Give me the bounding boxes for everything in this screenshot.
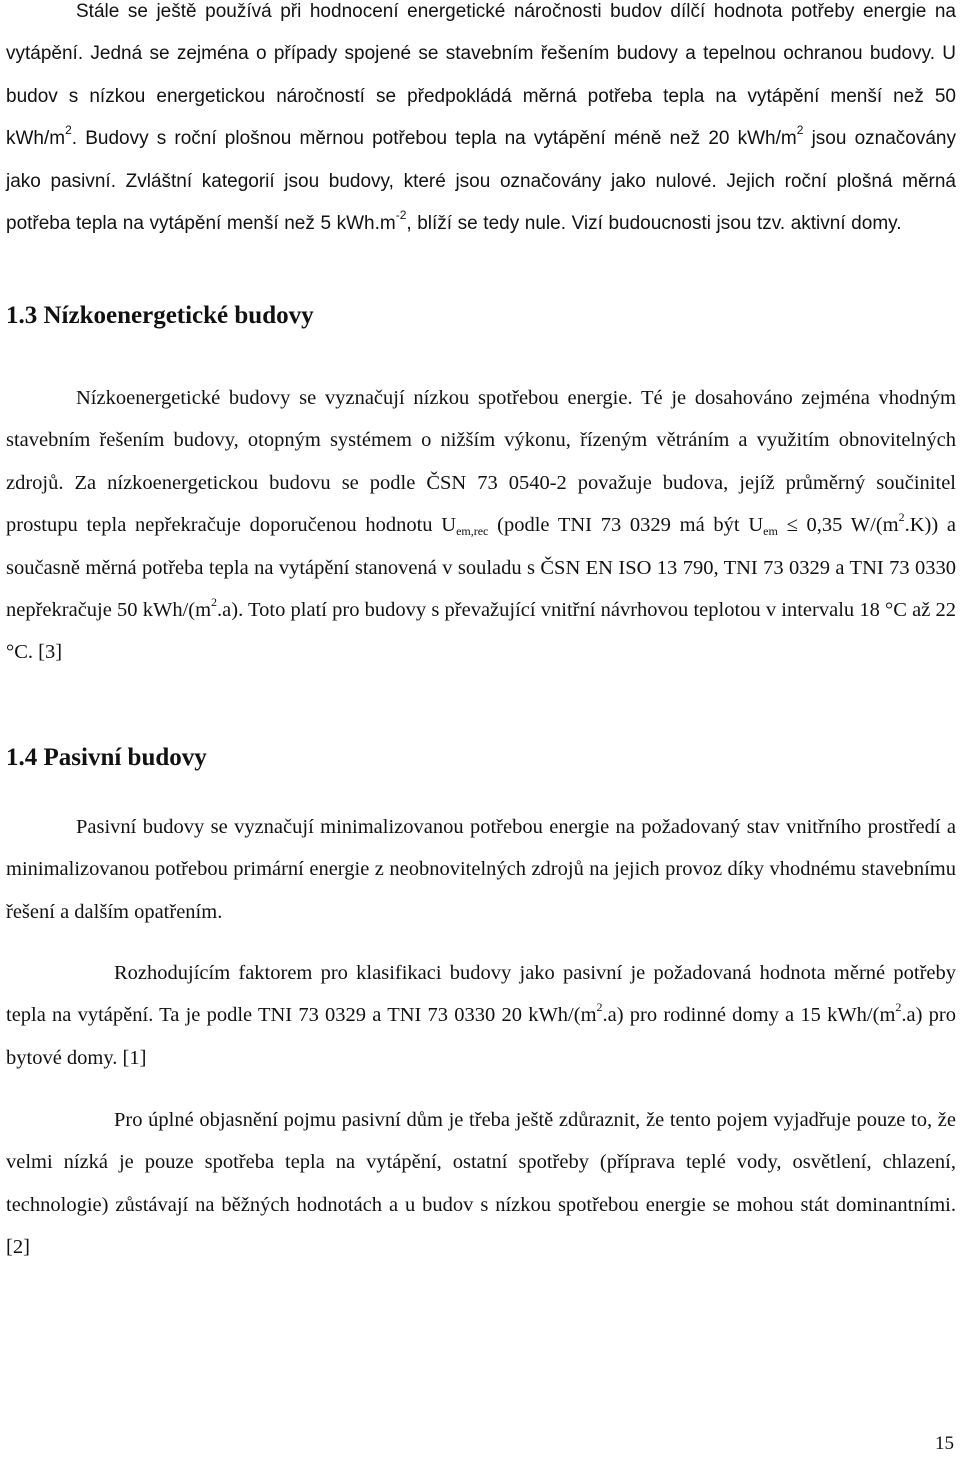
superscript: 2 — [796, 123, 804, 138]
superscript: 2 — [65, 123, 72, 138]
text-run — [778, 514, 787, 536]
text-run: Nízkoenergetické budovy se vyznačují nízkou spotřebou energie. Té je dosahováno zejména vhodným stavebním řešením budovy, otopným systémem o nižším výkonu, řízeným větráním a využitím obnovitelných zdrojů. Za nízkoenergetickou budovu se podle ČSN 73 0540-2 považuje budova, jejíž průměrný součinitel prostupu tepla nepřekračuje doporučenou hodnotu U — [6, 387, 956, 537]
text-run: (podle TNI 73 0329 má být U — [488, 514, 764, 537]
superscript: 2 — [596, 1000, 603, 1015]
text-run: .a). Toto platí pro budovy s převažující vnitřní návrhovou teplotou v intervalu 18 °C až 22 °C. [3] — [6, 599, 956, 664]
superscript: 2 — [895, 1000, 902, 1015]
text-run: . Budovy s roční plošnou měrnou potřebou tepla na vytápění méně než 20 kWh/m — [71, 128, 797, 150]
paragraph-classification — [6, 952, 956, 1079]
paragraph-passive-house-definition — [6, 1099, 956, 1269]
page-number: 15 — [935, 1433, 954, 1454]
text-run: 0,35 W/(m — [797, 514, 899, 537]
text-run: .K)) a současně měrná potřeba tepla na vytápění stanovená v souladu s ČSN EN ISO 13 790, TNI 73 0329 a TNI 73 0330 nepřekračuje 50 kWh/(m — [6, 514, 957, 622]
superscript: -2 — [395, 208, 407, 223]
text-run: , blíží se tedy nule. Vizí budoucnosti jsou tzv. aktivní domy. — [406, 213, 902, 235]
subscript: em — [763, 524, 778, 539]
text-run: Pro úplné objasnění pojmu pasivní dům je třeba ještě zdůraznit, že tento pojem vyjadřuje pouze to, že velmi nízká je pouze spotřeba tepla na vytápění, ostatní spotřeby (příprava teplé vody, osvětlení, chlazení, technologie) zůstávají na běžných hodnotách a u budov s nízkou spotřebou energie se mohou stát dominantními. [2] — [6, 1109, 956, 1259]
heading-1-4: 1.4 Pasivní budovy — [6, 744, 207, 771]
text-run: .a) pro rodinné domy a 15 kWh/(m — [602, 1004, 896, 1027]
text-run: .a) pro bytové domy. [1] — [6, 1004, 956, 1069]
superscript: 2 — [898, 510, 905, 525]
text-run: Pasivní budovy se vyznačují minimalizovanou potřebou energie na požadovaný stav vnitřního prostředí a minimalizovanou potřebou primární energie z neobnovitelných zdrojů na jejich provoz díky vhodnému stavebnímu řešení a dalším opatřením. — [6, 816, 956, 923]
subscript: em,rec — [456, 524, 489, 539]
text-run: jsou označovány jako pasivní. Zvláštní kategorií jsou budovy, které jsou označovány jako nulové. Jejich roční plošná měrná potřeba tepla na vytápění menší než 5 kWh.m — [6, 128, 956, 235]
paragraph-low-energy-buildings — [6, 377, 956, 674]
paragraph-energy-demand — [6, 0, 956, 245]
text-run: Stále se ještě používá při hodnocení energetické náročnosti budov dílčí hodnota potřeby energie na vytápění. Jedná se zejména o případy spojené se stavebním řešením budovy a tepelnou ochranou budovy. U budov s nízkou energetickou náročností se předpokládá měrná potřeba tepla na vytápění menší než 50 kWh/m — [6, 1, 956, 150]
paragraph-passive-buildings — [6, 806, 956, 933]
superscript: 2 — [211, 595, 218, 610]
heading-1-3: 1.3 Nízkoenergetické budovy — [6, 302, 314, 329]
text-run: Rozhodujícím faktorem pro klasifikaci budovy jako pasivní je požadovaná hodnota měrné potřeby tepla na vytápění. Ta je podle TNI 73 0329 a TNI 73 0330 20 kWh/(m — [6, 962, 956, 1027]
less-equal-symbol: ≤ — [786, 514, 798, 537]
